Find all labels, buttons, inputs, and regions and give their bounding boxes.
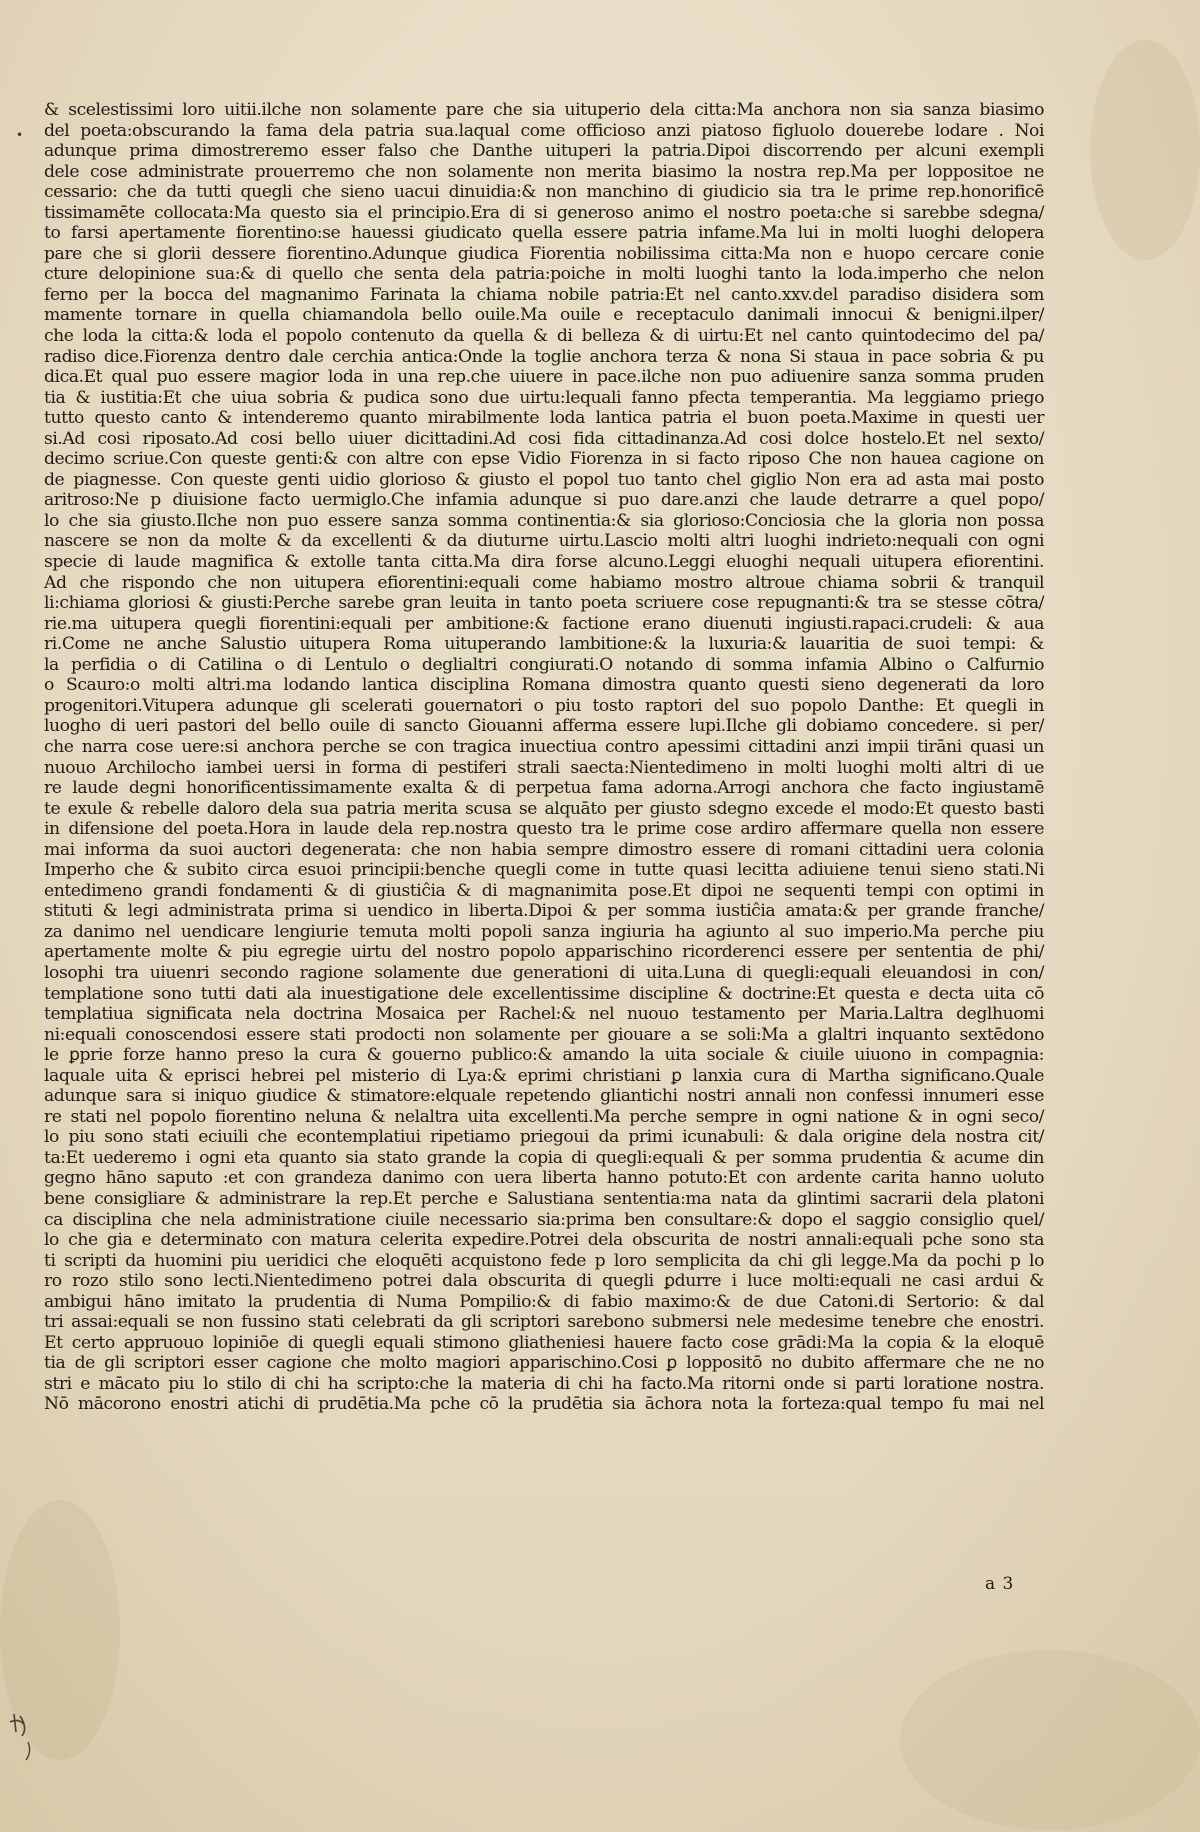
text-line: li:chiama gloriosi & giusti:Perche sarebe gran leuita in tanto poeta scriuere cose repugnanti:& tra se stesse cōtra/ xyxy=(44,593,1044,614)
text-line: aritroso:Ne p diuisione facto uermiglo.Che infamia adunque si puo dare.anzi che laude detrarre a quel popo/ xyxy=(44,490,1044,511)
text-line: templatiua significata nela doctrina Mosaica per Rachel:& nel nuouo testamento per Maria.Laltra deglhuomi xyxy=(44,1004,1044,1025)
text-line: si.Ad cosi riposato.Ad cosi bello uiuer dicittadini.Ad cosi fida cittadinanza.Ad cosi dolce hostelo.Et nel sexto/ xyxy=(44,428,1044,449)
text-line: nuouo Archilocho iambei uersi in forma di pestiferi strali saecta:Nientedimeno in molti luoghi molti altri di ue xyxy=(44,757,1044,778)
text-line: bene consigliare & administrare la rep.Et perche e Salustiana sententia:ma nata da glintimi sacrarii dela platoni xyxy=(44,1188,1044,1209)
text-line: tia de gli scriptori esser cagione che molto magiori apparischino.Cosi ꝑ loppositō no dubito affermare che ne no xyxy=(44,1353,1044,1374)
text-line: tia & iustitia:Et che uiua sobria & pudica sono due uirtu:lequali fanno pfecta temperantia. Ma leggiamo priego xyxy=(44,387,1044,408)
signature-mark: a 3 xyxy=(985,1574,1015,1594)
text-line: & scelestissimi loro uitii.ilche non solamente pare che sia uituperio dela citta:Ma anchora non sia sanza biasimo xyxy=(44,100,1044,120)
text-line: in difensione del poeta.Hora in laude dela rep.nostra questo tra le prime cose ardiro affermare quella non essere xyxy=(44,819,1044,840)
text-line: tri assai:equali se non fussino stati celebrati da gli scriptori sarebono submersi nele medesime tenebre che enostri. xyxy=(44,1312,1044,1333)
text-line: ca disciplina che nela administratione ciuile necessario sia:prima ben consultare:& dopo el saggio consiglio quel/ xyxy=(44,1209,1044,1230)
text-line: adunque prima dimostreremo esser falso che Danthe uituperi la patria.Dipoi discorrendo per alcuni exempli xyxy=(44,141,1044,162)
text-line: progenitori.Vitupera adunque gli scelerati gouernatori o piu tosto raptori del suo popolo Danthe: Et quegli in xyxy=(44,695,1044,716)
margin-pen-mark xyxy=(6,1708,46,1768)
text-line: lo che sia giusto.Ilche non puo essere sanza somma continentia:& sia glorioso:Conciosia che la gloria non possa xyxy=(44,510,1044,531)
text-line: re stati nel popolo fiorentino neluna & nelaltra uita excellenti.Ma perche sempre in ogni natione & in ogni seco/ xyxy=(44,1106,1044,1127)
text-line: ro rozo stilo sono lecti.Nientedimeno potrei dala obscurita di quegli ꝑdurre i luce molti:equali ne casi ardui & xyxy=(44,1271,1044,1292)
text-line: mai informa da suoi auctori degenerata: che non habia sempre dimostro essere di romani cittadini uera colonia xyxy=(44,839,1044,860)
text-line: pare che si glorii dessere fiorentino.Adunque giudica Fiorentia nobilissima citta:Ma non e huopo cercare conie xyxy=(44,243,1044,264)
text-line: de piagnesse. Con queste genti uidio glorioso & giusto el popol tuo tanto chel giglio Non era ad asta mai posto xyxy=(44,469,1044,490)
body-text xyxy=(44,100,1044,1415)
text-line: o Scauro:o molti altri.ma lodando lantica disciplina Romana dimostra quanto questi sieno degenerati da loro xyxy=(44,675,1044,696)
text-line: ni:equali conoscendosi essere stati prodocti non solamente per giouare a se soli:Ma a glaltri inquanto sextēdono xyxy=(44,1024,1044,1045)
text-line: gegno hāno saputo :et con grandeza danimo con uera liberta hanno potuto:Et con ardente carita hanno uoluto xyxy=(44,1168,1044,1189)
text-line: templatione sono tutti dati ala inuestigatione dele excellentissime discipline & doctrine:Et questa e decta uita cō xyxy=(44,983,1044,1004)
text-line: cture delopinione sua:& di quello che senta dela patria:poiche in molti luoghi tanto la loda.imperho che nelon xyxy=(44,264,1044,285)
text-line: ambigui hāno imitato la prudentia di Numa Pompilio:& di fabio maximo:& de due Catoni.di Sertorio: & dal xyxy=(44,1291,1044,1312)
text-line: cessario: che da tutti quegli che sieno uacui dinuidia:& non manchino di giudicio sia tra le prime rep.honorificē xyxy=(44,182,1044,203)
text-line: lo piu sono stati eciuili che econtemplatiui ripetiamo priegoui da primi icunabuli: & dala origine dela nostra cit/ xyxy=(44,1127,1044,1148)
text-line: losophi tra uiuenri secondo ragione solamente due generationi di uita.Luna di quegli:equali eleuandosi in con/ xyxy=(44,962,1044,983)
text-line: za danimo nel uendicare lengiurie temuta molti popoli sanza ingiuria ha agiunto al suo imperio.Ma perche piu xyxy=(44,921,1044,942)
text-line: del poeta:obscurando la fama dela patria sua.laqual come officioso anzi piatoso figluolo douerebe lodare . Noi xyxy=(44,120,1044,141)
text-line: che loda la citta:& loda el popolo contenuto da quella & di belleza & di uirtu:Et nel canto quintodecimo del pa/ xyxy=(44,326,1044,347)
text-line: re laude degni honorificentissimamente exalta & di perpetua fama adorna.Arrogi anchora che facto ingiustamē xyxy=(44,778,1044,799)
text-line: Imperho che & subito circa esuoi principii:benche quegli come in tutte quasi lecitta adiuiene tenui sieno stati.Ni xyxy=(44,860,1044,881)
text-line: ti scripti da huomini piu ueridici che eloquēti acquistono fede p loro semplicita da chi gli legge.Ma da pochi p lo xyxy=(44,1250,1044,1271)
text-line: laquale uita & eprisci hebrei pel misterio di Lya:& eprimi christiani ꝑ lanxia cura di Martha significano.Quale xyxy=(44,1065,1044,1086)
text-line: radiso dice.Fiorenza dentro dale cerchia antica:Onde la toglie anchora terza & nona Si staua in pace sobria & pu xyxy=(44,346,1044,367)
text-line: dica.Et qual puo essere magior loda in una rep.che uiuere in pace.ilche non puo adiuenire sanza somma pruden xyxy=(44,367,1044,388)
text-line: stituti & legi administrata prima si uendico in liberta.Dipoi & per somma iustiĉia amata:& per grande franche/ xyxy=(44,901,1044,922)
paper-stain xyxy=(1090,40,1200,260)
text-line: Et certo appruouo lopiniōe di quegli equali stimono gliatheniesi hauere facto cose grādi:Ma la copia & la eloquē xyxy=(44,1332,1044,1353)
text-line: ferno per la bocca del magnanimo Farinata la chiama nobile patria:Et nel canto.xxv.del paradiso disidera som xyxy=(44,284,1044,305)
text-line: Nō mācorono enostri atichi di prudētia.Ma pche cō la prudētia sia āchora nota la forteza:qual tempo fu mai nel xyxy=(44,1394,1044,1415)
text-line: apertamente molte & piu egregie uirtu del nostro popolo apparischino ricorderenci essere per sententia de phi/ xyxy=(44,942,1044,963)
text-line: entedimeno grandi fondamenti & di giustiĉia & di magnanimita pose.Et dipoi ne sequenti tempi con optimi in xyxy=(44,880,1044,901)
text-line: adunque sara si iniquo giudice & stimatore:elquale repetendo gliantichi nostri annali non confessi innumeri esse xyxy=(44,1086,1044,1107)
text-line: dele cose administrate prouerremo che non solamente non merita biasimo la nostra rep.Ma per loppositoe ne xyxy=(44,161,1044,182)
text-line: la perfidia o di Catilina o di Lentulo o deglialtri congiurati.O notando di somma infamia Albino o Calfurnio xyxy=(44,654,1044,675)
text-line: te exule & rebelle daloro dela sua patria merita scusa se alquāto per giusto sdegno excede el modo:Et questo basti xyxy=(44,798,1044,819)
text-line: rie.ma uitupera quegli fiorentini:equali per ambitione:& factione erano diuenuti ingiusti.rapaci.crudeli: & aua xyxy=(44,613,1044,634)
margin-dot: • xyxy=(16,128,24,142)
text-line: ri.Come ne anche Salustio uitupera Roma uituperando lambitione:& la luxuria:& lauaritia de suoi tempi: & xyxy=(44,634,1044,655)
text-line: tissimamēte collocata:Ma questo sia el principio.Era di si generoso animo el nostro poeta:che si sarebbe sdegna/ xyxy=(44,202,1044,223)
text-line: tutto questo canto & intenderemo quanto mirabilmente loda lantica patria el buon poeta.Maxime in questi uer xyxy=(44,408,1044,429)
text-line: luogho di ueri pastori del bello ouile di sancto Giouanni afferma essere lupi.Ilche gli dobiamo concedere. si per/ xyxy=(44,716,1044,737)
text-line: decimo scriue.Con queste genti:& con altre con epse Vidio Fiorenza in si facto riposo Che non hauea cagione on xyxy=(44,449,1044,470)
text-line: mamente tornare in quella chiamandola bello ouile.Ma ouile e receptaculo danimali innocui & benigni.ilper/ xyxy=(44,305,1044,326)
text-line: Ad che rispondo che non uitupera efiorentini:equali come habiamo mostro altroue chiama sobrii & tranquil xyxy=(44,572,1044,593)
text-line: to farsi apertamente fiorentino:se hauessi giudicato quella essere patria infame.Ma lui in molti luoghi delopera xyxy=(44,223,1044,244)
text-line: ta:Et uederemo i ogni eta quanto sia stato grande la copia di quegli:equali & per somma prudentia & acume din xyxy=(44,1147,1044,1168)
text-line: nascere se non da molte & da excellenti & da diuturne uirtu.Lascio molti altri luoghi indrieto:nequali con ogni xyxy=(44,531,1044,552)
paper-stain xyxy=(900,1650,1200,1830)
text-line: stri e mācato piu lo stilo di chi ha scripto:che la materia di chi ha facto.Ma ritorni onde si parti loratione nostra. xyxy=(44,1373,1044,1394)
text-line: specie di laude magnifica & extolle tanta citta.Ma dira forse alcuno.Leggi eluoghi nequali uitupera efiorentini. xyxy=(44,552,1044,573)
text-line: le ꝑprie forze hanno preso la cura & gouerno publico:& amando la uita sociale & ciuile uiuono in compagnia: xyxy=(44,1045,1044,1066)
text-line: che narra cose uere:si anchora perche se con tragica inuectiua contro apessimi cittadini anzi impii tirāni quasi un xyxy=(44,736,1044,757)
text-line: lo che gia e determinato con matura celerita expedire.Potrei dela obscurita de nostri annali:equali pche sono sta xyxy=(44,1230,1044,1251)
